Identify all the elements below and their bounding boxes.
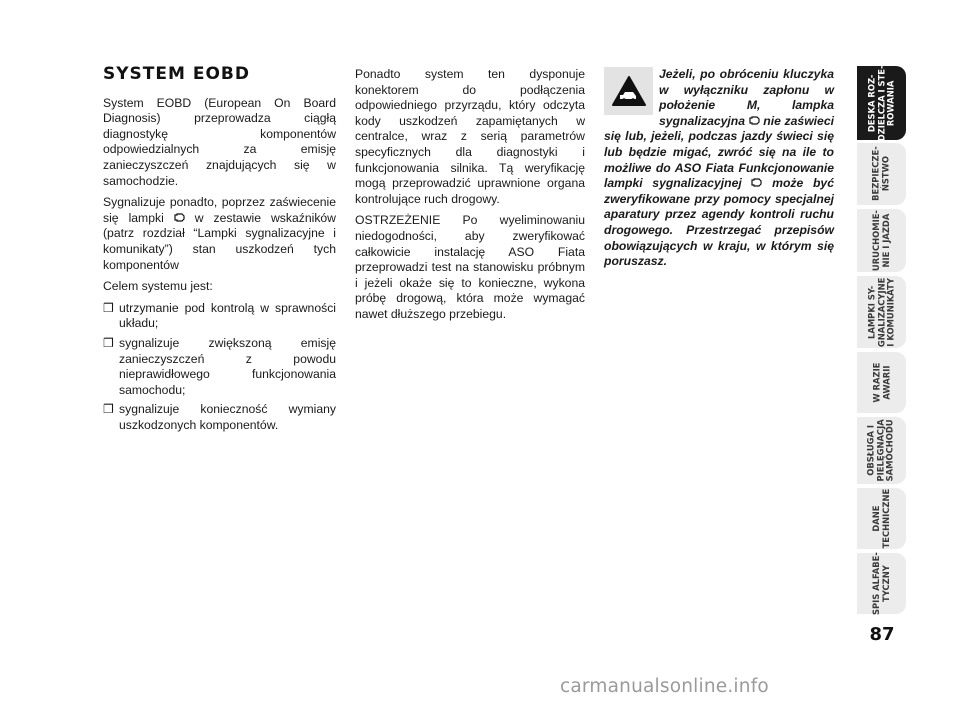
tab-emergency[interactable]: W RAZIE AWARII: [857, 352, 906, 413]
signal-paragraph: [103, 195, 336, 273]
notice-text: Jeżeli, po obróceniu kluczyka w wyłączniku zapłonu w położenie M, lampka sygnalizacyjna nie zaświeci się lub, jeżeli, podczas jazdy świeci się lub będzie migać, zwróć się na ile to możliwe do ASO Fiata Funkcjonowanie lampki sygnalizacyjnej może być zweryfikowane przy pomocy specjalnej aparatury przez agendy kontroli ruchu drogowego. Przestrzegać przepisów obowiązujących w kraju, w którym się poruszasz.: [604, 67, 835, 269]
engine-check-icon: [749, 114, 760, 130]
engine-check-icon: [751, 176, 762, 192]
list-item: ❒ utrzymanie pod kontrolą w sprawności układu;: [103, 300, 336, 331]
connector-paragraph: Ponadto system ten dysponuje konektorem do podłączenia odpowiedniego przyrządu, który odczyta kody uszkodzeń zapamiętanych w centralce, wraz z serią parametrów specyficznych dla diagnostyki i funkcjonowania silnika. Tą weryfikację mogą przeprowadzić uprawnione organa kontrolujące ruch drogowy.: [355, 67, 585, 206]
tab-starting-driving[interactable]: URUCHOMIE- NIE I JAZDA: [857, 209, 906, 272]
tab-safety[interactable]: BEZPIECZE- ŃSTWO: [857, 143, 906, 205]
checkbox-bullet-icon: ❒: [103, 335, 114, 350]
column-middle: [355, 67, 585, 329]
section-heading: SYSTEM EOBD: [103, 64, 250, 84]
tab-index[interactable]: SPIS ALFABE- TYCZNY: [857, 553, 906, 614]
goal-paragraph: Celem systemu jest:: [103, 279, 213, 294]
column-left: [103, 64, 336, 437]
tab-technical-data[interactable]: DANE TECHNICZNE: [857, 488, 906, 549]
signal-text-end: w zestawie wskaźników (patrz rozdział “Lampki sygnalizacyjne i komunikaty”) stan uszkodzeń tych komponentów: [103, 210, 336, 272]
list-item: ❒ sygnalizuje zwiększoną emisję zanieczyszczeń z powodu nieprawidłowego funkcjonowania samochodu;: [103, 335, 336, 397]
intro-paragraph: System EOBD (European On Board Diagnosis) przeprowadza ciągłą diagnostykę komponentów odpowiedzialnych za emisję zanieczyszczeń znajdujących się w samochodzie.: [103, 95, 336, 188]
list-item: ❒ sygnalizuje konieczność wymiany uszkodzonych komponentów.: [103, 402, 336, 432]
signal-text-start: Sygnalizuje ponadto, poprzez zaświecenie się lampki: [103, 195, 336, 225]
checkbox-bullet-icon: ❒: [103, 300, 114, 315]
warning-triangle-icon: [604, 67, 653, 115]
engine-check-icon: [174, 211, 185, 227]
warning-paragraph: OSTRZEŻENIE Po wyeliminowaniu niedogodności, aby zweryfikować całkowicie instalację ASO Fiata przeprowadzi test na stanowisku próbnym i jeżeli okaże się to konieczne, wykona próbę drogową, którа może wymagać nawet dłuższego przebiegu.: [355, 213, 585, 321]
checkbox-bullet-icon: ❒: [103, 402, 114, 417]
column-right: [604, 67, 834, 270]
tab-dashboard-controls[interactable]: DESKA ROZ- DZIELCZA I STE- ROWANIA: [857, 66, 906, 140]
watermark-text: carmanualsonline.info: [560, 676, 769, 697]
page-number: 87: [869, 624, 895, 645]
tab-maintenance[interactable]: OBSŁUGA I PIELĘGNACJA SAMOCHODU: [857, 417, 906, 484]
tab-warning-lights[interactable]: LAMPKI SY- GNALIZACYJNE I KOMUNIKATY: [857, 276, 906, 348]
